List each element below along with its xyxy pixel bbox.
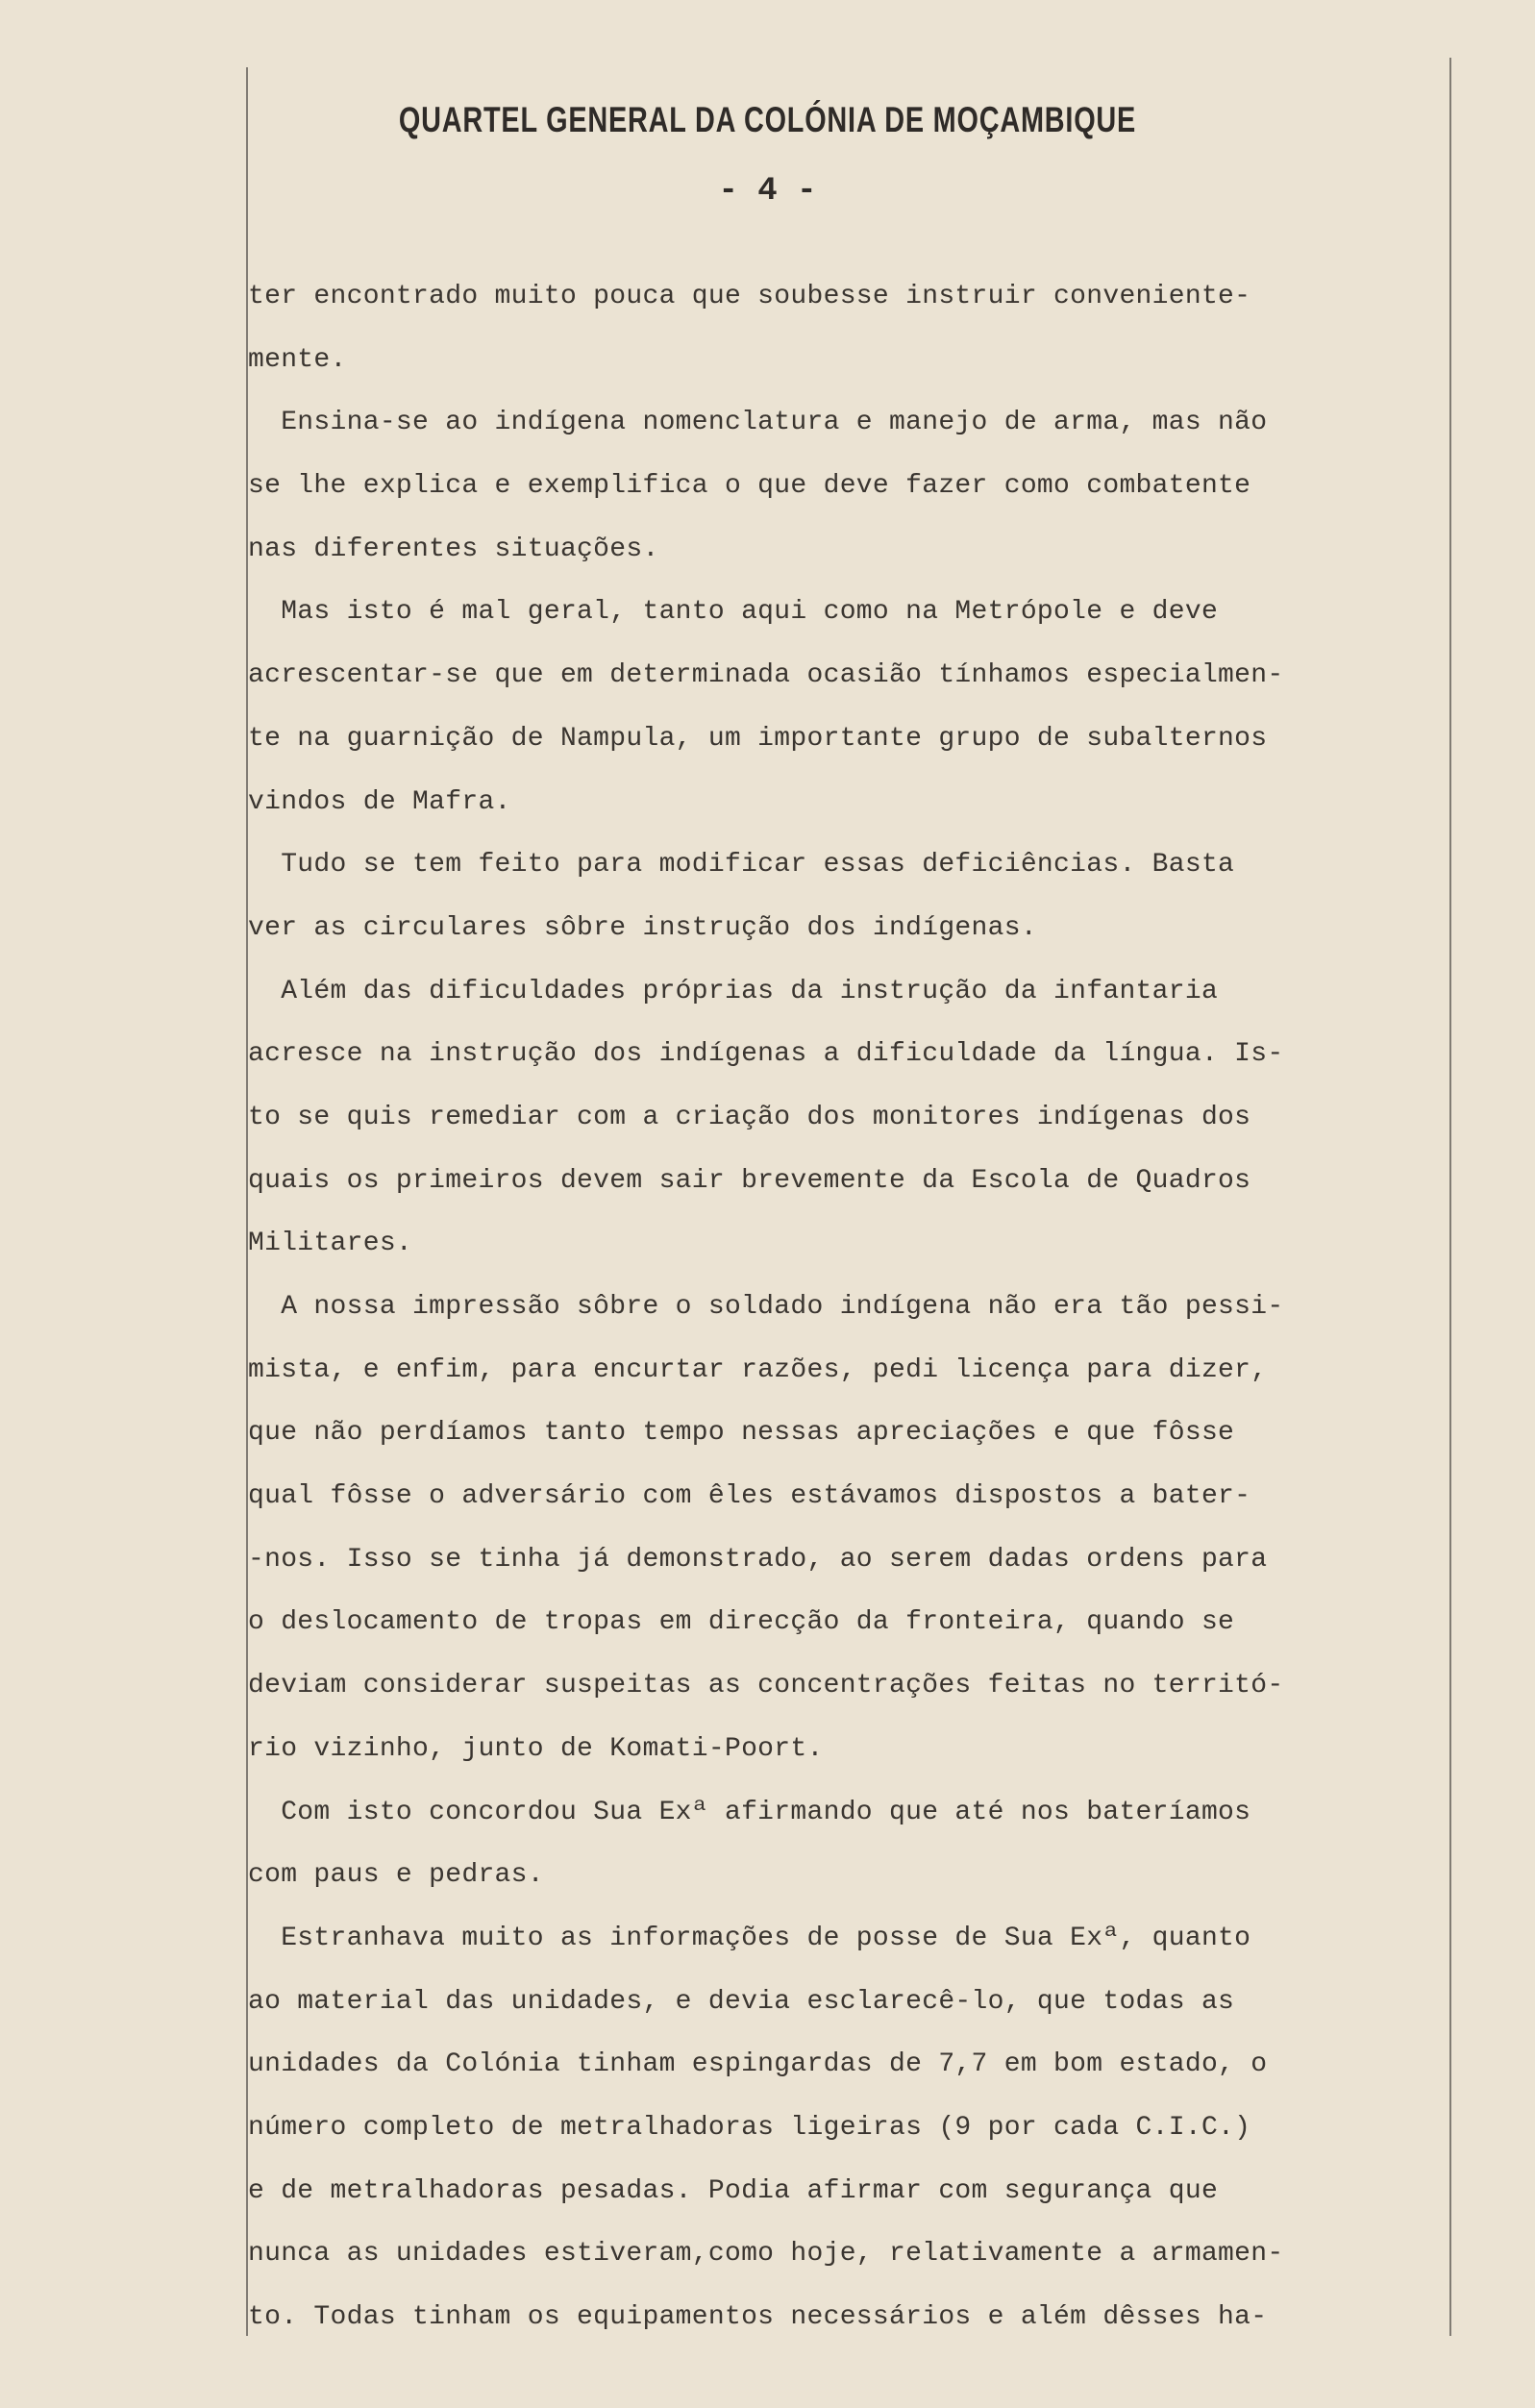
text-line: unidades da Colónia tinham espingardas de 7,7 em bom estado, o bbox=[248, 2049, 1268, 2080]
text-line: mista, e enfim, para encurtar razões, pedi licença para dizer, bbox=[248, 1354, 1268, 1385]
text-line: ao material das unidades, e devia esclarecê-lo, que todas as bbox=[248, 1986, 1235, 2017]
text-line: te na guarnição de Nampula, um importante grupo de subalternos bbox=[248, 723, 1268, 754]
text-line: -nos. Isso se tinha já demonstrado, ao serem dadas ordens para bbox=[248, 1544, 1268, 1575]
text-line: Além das dificuldades próprias da instrução da infantaria bbox=[248, 976, 1219, 1006]
text-line: acresce na instrução dos indígenas a dificuldade da língua. Is- bbox=[248, 1039, 1284, 1070]
text-line: deviam considerar suspeitas as concentrações feitas no territó- bbox=[248, 1671, 1284, 1701]
right-margin-rule bbox=[1449, 58, 1451, 2336]
page-number: - 4 - bbox=[718, 173, 817, 210]
text-line: Ensina-se ao indígena nomenclatura e manejo de arma, mas não bbox=[248, 408, 1268, 438]
text-line: rio vizinho, junto de Komati-Poort. bbox=[248, 1733, 824, 1764]
text-line: Tudo se tem feito para modificar essas deficiências. Basta bbox=[248, 850, 1235, 881]
text-line: ter encontrado muito pouca que soubesse instruir conveniente- bbox=[248, 282, 1251, 311]
text-line: ver as circulares sôbre instrução dos indígenas. bbox=[248, 912, 1037, 943]
text-line: e de metralhadoras pesadas. Podia afirmar com segurança que bbox=[248, 2175, 1219, 2206]
text-line: número completo de metralhadoras ligeiras (9 por cada C.I.C.) bbox=[248, 2112, 1251, 2143]
document-body bbox=[248, 265, 1448, 2349]
text-line: vindos de Mafra. bbox=[248, 786, 511, 817]
text-line: to. Todas tinham os equipamentos necessários e além dêsses ha- bbox=[248, 2302, 1268, 2332]
text-line: Estranhava muito as informações de posse de Sua Exª, quanto bbox=[248, 1923, 1251, 1953]
text-line: qual fôsse o adversário com êles estávamos dispostos a bater- bbox=[248, 1481, 1251, 1512]
text-line: nas diferentes situações. bbox=[248, 534, 659, 564]
document-header: QUARTEL GENERAL DA COLÓNIA DE MOÇAMBIQUE bbox=[398, 100, 1137, 139]
text-line: quais os primeiros devem sair brevemente da Escola de Quadros bbox=[248, 1165, 1251, 1196]
text-line: A nossa impressão sôbre o soldado indígena não era tão pessi- bbox=[248, 1292, 1284, 1322]
text-line: com paus e pedras. bbox=[248, 1860, 544, 1891]
text-line: se lhe explica e exemplifica o que deve fazer como combatente bbox=[248, 471, 1251, 502]
text-line: to se quis remediar com a criação dos monitores indígenas dos bbox=[248, 1102, 1251, 1132]
text-line: Com isto concordou Sua Exª afirmando que até nos bateríamos bbox=[248, 1797, 1251, 1827]
text-line: Mas isto é mal geral, tanto aqui como na Metrópole e deve bbox=[248, 597, 1219, 628]
text-line: acrescentar-se que em determinada ocasião tínhamos especialmen- bbox=[248, 660, 1284, 691]
text-line: nunca as unidades estiveram,como hoje, relativamente a armamen- bbox=[248, 2239, 1284, 2270]
text-line: que não perdíamos tanto tempo nessas apreciações e que fôsse bbox=[248, 1418, 1235, 1449]
text-line: o deslocamento de tropas em direcção da fronteira, quando se bbox=[248, 1607, 1235, 1638]
text-line: Militares. bbox=[248, 1229, 413, 1259]
text-line: mente. bbox=[248, 344, 347, 375]
